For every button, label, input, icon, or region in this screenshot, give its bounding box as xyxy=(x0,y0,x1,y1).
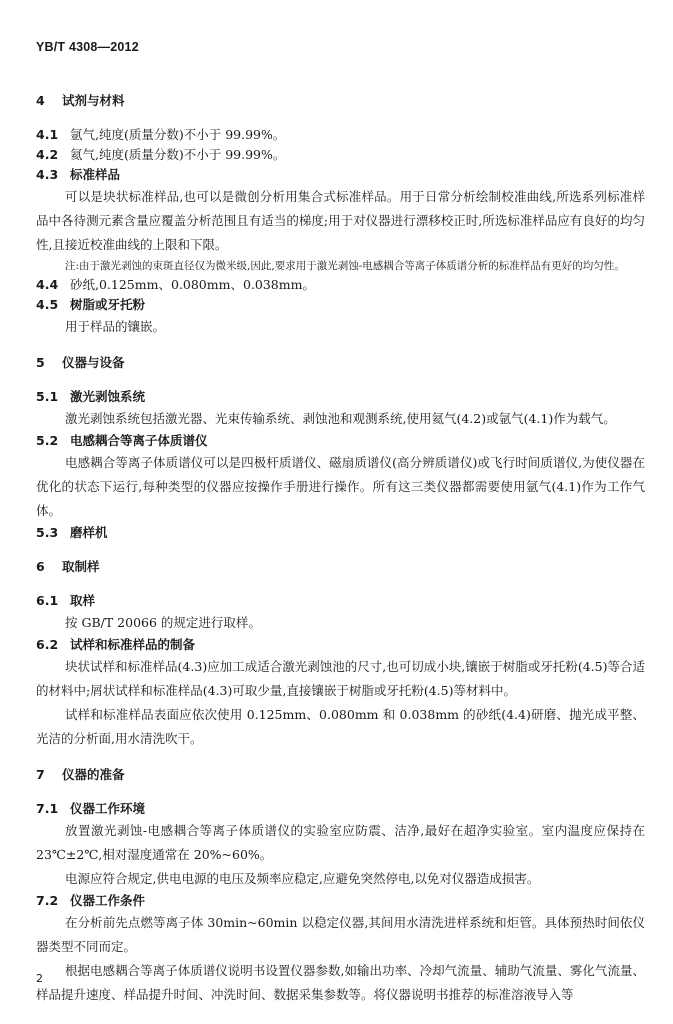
clause-title: 磨样机 xyxy=(70,525,108,540)
clause-title: 仪器工作条件 xyxy=(70,893,146,908)
clause-number: 4.1 xyxy=(36,127,59,142)
clause-number: 5.1 xyxy=(36,389,59,404)
clause-title: 取样 xyxy=(70,593,96,608)
clause-title: 试样和标准样品的制备 xyxy=(70,637,196,652)
clause-number: 4.2 xyxy=(36,147,59,162)
clause-4-3-paragraph: 可以是块状标准样品,也可以是微创分析用集合式标准样品。用于日常分析绘制校准曲线,所选系列标准样品中各待测元素含量应覆盖分析范围且有适当的梯度;用于对仪器进行漂移校正时,所选标准样品应有良好的均匀性,且接近校准曲线的上限和下限。 xyxy=(36,189,645,252)
clause-7-1-heading xyxy=(36,799,645,819)
clause-number: 4.3 xyxy=(36,167,59,182)
clause-7-2-paragraph-1: 在分析前先点燃等离子体 30min~60min 以稳定仪器,其间用水清洗进样系统和炬管。具体预热时间依仪器类型不同而定。 xyxy=(36,915,645,954)
section-title: 取制样 xyxy=(62,559,100,574)
clause-number: 6.1 xyxy=(36,593,59,608)
clause-5-2-heading xyxy=(36,431,645,451)
page-number: 2 xyxy=(36,972,43,985)
section-number: 4 xyxy=(36,93,45,108)
section-title: 仪器的准备 xyxy=(62,767,125,782)
clause-text: 氩气,纯度(质量分数)不小于 99.99%。 xyxy=(70,127,286,142)
clause-5-1-heading xyxy=(36,387,645,407)
section-6-heading xyxy=(36,557,645,577)
clause-6-2-heading xyxy=(36,635,645,655)
section-title: 试剂与材料 xyxy=(62,93,125,108)
clause-title: 树脂或牙托粉 xyxy=(70,297,146,312)
clause-text: 氦气,纯度(质量分数)不小于 99.99%。 xyxy=(70,147,286,162)
clause-4-4 xyxy=(36,275,645,295)
clause-4-5-heading xyxy=(36,295,645,315)
clause-number: 7.1 xyxy=(36,801,59,816)
clause-5-3-heading xyxy=(36,523,645,543)
clause-text: 砂纸,0.125mm、0.080mm、0.038mm。 xyxy=(70,277,315,292)
clause-title: 电感耦合等离子体质谱仪 xyxy=(70,433,208,448)
clause-7-1-paragraph-1: 放置激光剥蚀-电感耦合等离子体质谱仪的实验室应防震、洁净,最好在超净实验室。室内温度应保持在 23℃±2℃,相对湿度通常在 20%~60%。 xyxy=(36,823,645,862)
section-4-heading xyxy=(36,91,645,111)
section-number: 5 xyxy=(36,355,45,370)
section-5-heading xyxy=(36,353,645,373)
section-number: 6 xyxy=(36,559,45,574)
clause-number: 5.3 xyxy=(36,525,59,540)
section-7-heading xyxy=(36,765,645,785)
clause-5-2-paragraph: 电感耦合等离子体质谱仪可以是四极杆质谱仪、磁扇质谱仪(高分辨质谱仪)或飞行时间质谱仪,为使仪器在优化的状态下运行,每种类型的仪器应按操作手册进行操作。所有这三类仪器都需要使用氩气(4.1)作为工作气体。 xyxy=(36,455,645,518)
clause-7-2-heading xyxy=(36,891,645,911)
clause-6-1-paragraph: 按 GB/T 20066 的规定进行取样。 xyxy=(65,615,261,630)
clause-number: 5.2 xyxy=(36,433,59,448)
clause-7-2-paragraph-2: 根据电感耦合等离子体质谱仪说明书设置仪器参数,如输出功率、冷却气流量、辅助气流量、雾化气流量、样品提升速度、样品提升时间、冲洗时间、数据采集参数等。将仪器说明书推荐的标准溶液导入等 xyxy=(36,963,645,1002)
clause-number: 4.5 xyxy=(36,297,59,312)
clause-4-3-note: 注:由于激光剥蚀的束斑直径仅为微米级,因此,要求用于激光剥蚀-电感耦合等离子体质谱分析的标准样品有更好的均匀性。 xyxy=(65,260,625,272)
clause-4-5-paragraph: 用于样品的镶嵌。 xyxy=(65,319,166,334)
clause-7-1-paragraph-2: 电源应符合规定,供电电源的电压及频率应稳定,应避免突然停电,以免对仪器造成损害。 xyxy=(65,871,540,886)
clause-number: 4.4 xyxy=(36,277,59,292)
section-title: 仪器与设备 xyxy=(62,355,125,370)
document-body xyxy=(36,91,645,1007)
section-number: 7 xyxy=(36,767,45,782)
clause-4-2 xyxy=(36,145,645,165)
clause-4-3-heading xyxy=(36,165,645,185)
clause-4-1 xyxy=(36,125,645,145)
clause-title: 标准样品 xyxy=(70,167,121,182)
clause-number: 7.2 xyxy=(36,893,59,908)
clause-6-2-paragraph-1: 块状试样和标准样品(4.3)应加工成适合激光剥蚀池的尺寸,也可切成小块,镶嵌于树脂或牙托粉(4.5)等合适的材料中;屑状试样和标准样品(4.3)可取少量,直接镶嵌于树脂或牙托粉(4.5)等材料中。 xyxy=(36,659,645,698)
clause-title: 激光剥蚀系统 xyxy=(70,389,146,404)
clause-6-2-paragraph-2: 试样和标准样品表面应依次使用 0.125mm、0.080mm 和 0.038mm 的砂纸(4.4)研磨、抛光成平整、光洁的分析面,用水清洗吹干。 xyxy=(36,707,645,746)
clause-5-1-paragraph: 激光剥蚀系统包括激光器、光束传输系统、剥蚀池和观测系统,使用氦气(4.2)或氩气(4.1)作为载气。 xyxy=(65,411,616,426)
clause-number: 6.2 xyxy=(36,637,59,652)
clause-title: 仪器工作环境 xyxy=(70,801,146,816)
standard-header: YB/T 4308—2012 xyxy=(36,40,139,54)
clause-6-1-heading xyxy=(36,591,645,611)
